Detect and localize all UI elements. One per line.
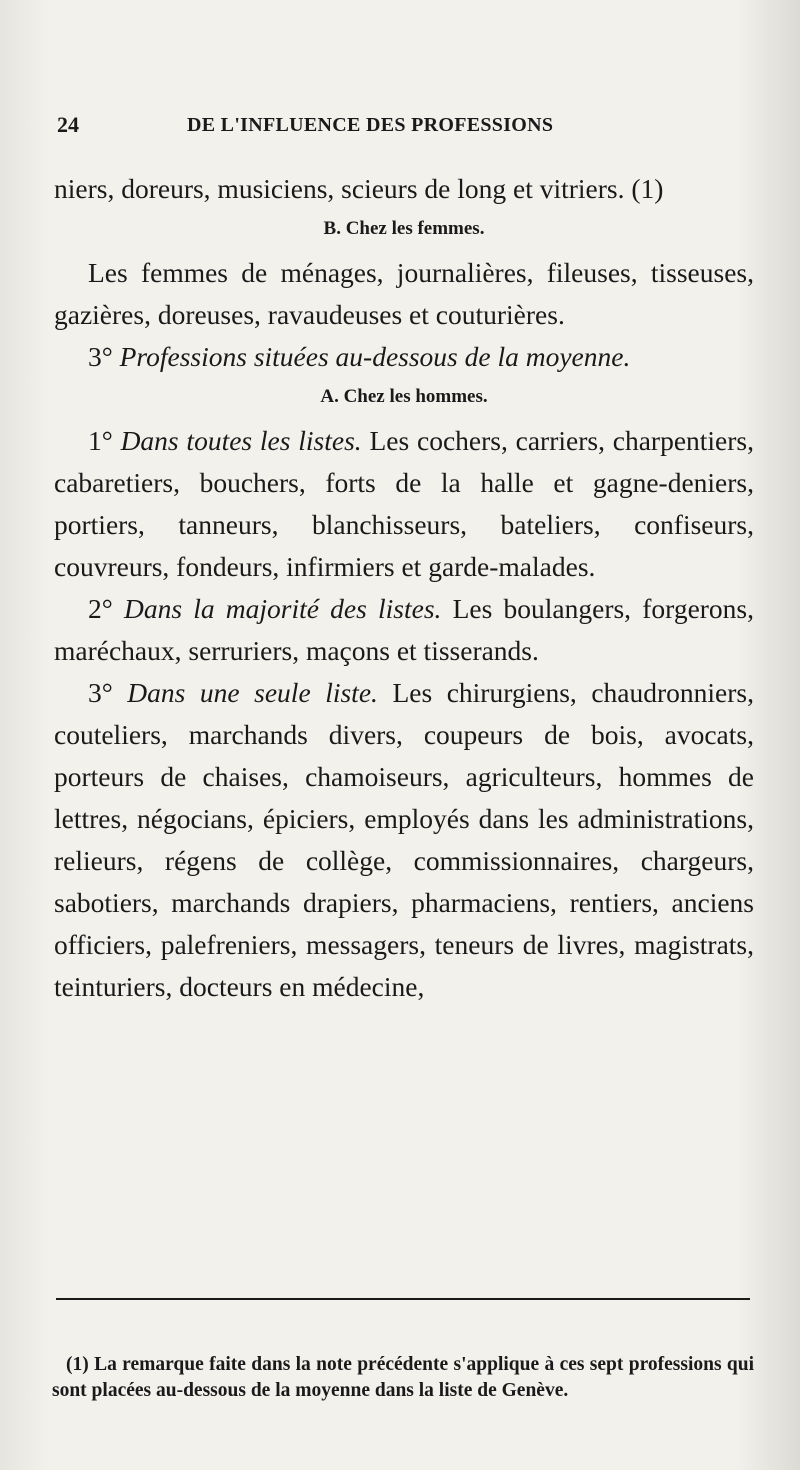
body-text [54, 168, 754, 1008]
item-2-number: 2° [88, 593, 113, 624]
item-2-title: Dans la majorité des listes. [123, 593, 442, 624]
item-1-title: Dans toutes les listes. [120, 425, 362, 456]
section-3-number: 3° [88, 341, 113, 372]
section-3-title [54, 336, 754, 378]
section-3-title-text: Professions situées au-dessous de la moyenne. [119, 341, 631, 372]
footnote-divider [56, 1298, 750, 1300]
item-1-paragraph [54, 420, 754, 588]
item-1-text: Les cochers, carriers, charpentiers, cabaretiers, bouchers, forts de la halle et gagne-deniers, portiers, tanneurs, blanchisseurs, bateliers, confiseurs, couvreurs, fondeurs, infirmiers et garde-malades. [54, 425, 754, 582]
subhead-men: A. Chez les hommes. [320, 386, 488, 407]
item-1-number: 1° [88, 425, 113, 456]
item-2-paragraph [54, 588, 754, 672]
footnote-text: (1) La remarque faite dans la note précédente s'applique à ces sept professions qui sont placées au-dessous de la moyenne dans la liste de Genève. [52, 1354, 754, 1401]
page-header [57, 112, 747, 142]
page-number: 24 [57, 112, 79, 137]
running-title: DE L'INFLUENCE DES PROFESSIONS [187, 114, 554, 136]
women-list-paragraph: Les femmes de ménages, journalières, fileuses, tisseuses, gazières, doreuses, ravaudeuses et couturières. [54, 257, 754, 330]
footnote [52, 1352, 754, 1404]
item-3-number: 3° [88, 677, 113, 708]
subhead-women: B. Chez les femmes. [323, 218, 485, 239]
item-3-title: Dans une seule liste. [127, 677, 378, 708]
continuation-paragraph: niers, doreurs, musiciens, scieurs de long et vitriers. (1) [54, 173, 664, 204]
item-2-text: Les boulangers, forgerons, maréchaux, serruriers, maçons et tisserands. [54, 593, 755, 666]
item-3-paragraph [54, 672, 754, 1008]
item-3-text: Les chirurgiens, chaudronniers, couteliers, marchands divers, coupeurs de bois, avocats, porteurs de chaises, chamoiseurs, agriculteurs, hommes de lettres, négocians, épiciers, employés dans les administrations, relieurs, régens de collège, commissionnaires, chargeurs, sabotiers, marchands drapiers, pharmaciens, rentiers, anciens officiers, palefreniers, messagers, teneurs de livres, magistrats, teinturiers, docteurs en médecine, [54, 677, 754, 1002]
